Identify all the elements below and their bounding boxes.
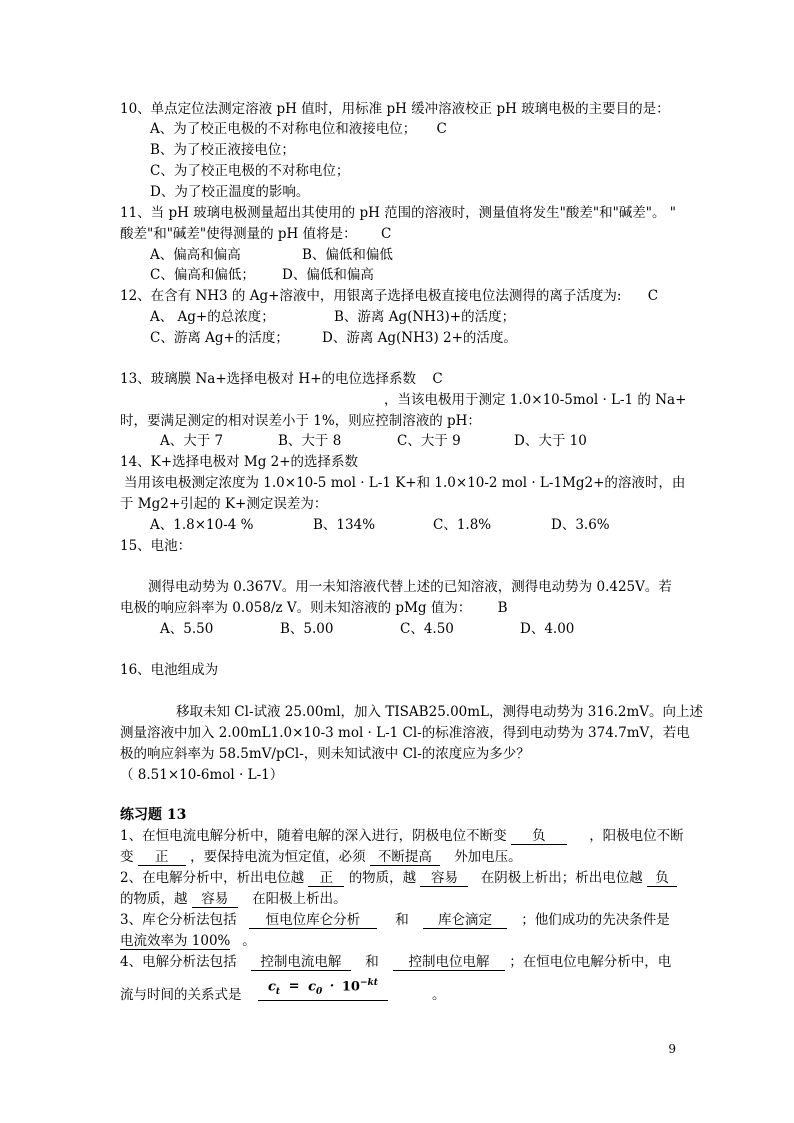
- q13-option-c: C、大于 9: [397, 433, 461, 449]
- q13-answer: C: [432, 371, 443, 387]
- q15-line1: 15、电池：: [120, 538, 192, 554]
- q11-line1: 11、当 pH 玻璃电极测量超出其使用的 pH 范围的溶液时，测量值将发生"酸差"和"碱差"。 ": [120, 205, 677, 221]
- q12-option-d: D、游离 Ag(NH3) 2+的活度。: [322, 330, 517, 346]
- ex13-s1-blank-1: 负: [511, 828, 567, 845]
- q12-stem-text: 12、在含有 NH3 的 Ag+溶液中，用银离子选择电极直接电位法测得的离子活度为:: [120, 288, 622, 304]
- ex13-s2-blank-3: 负: [647, 870, 677, 887]
- current-time-formula: [258, 976, 388, 1001]
- q13-option-a: A、大于 7: [160, 433, 224, 449]
- ex13-s2-blank-4: 容易: [192, 891, 238, 908]
- page-number: 9: [668, 1042, 676, 1056]
- q10-option-a: [150, 120, 447, 138]
- formula-sub-0: 0: [315, 986, 323, 997]
- ex13-s2-text-d: 在阴极上析出；析出电位越: [480, 870, 643, 886]
- q12-stem: [120, 287, 658, 305]
- ex13-s1-text-f: 外加电压。: [454, 849, 522, 865]
- ex13-s4-text-c: 和: [365, 954, 379, 970]
- ex13-s1-text-d: 变: [120, 849, 134, 865]
- ex13-s2-blank-2: 容易: [420, 870, 468, 887]
- q16-line3: 测量溶液中加入 2.00mL1.0×10-3 mol · L-1 Cl-的标准溶液，得到电动势为 374.7mV，若电: [120, 725, 690, 741]
- ex13-s4-text-f: 。: [432, 987, 446, 1003]
- q15-line3: [120, 599, 508, 617]
- q13-option-b: B、大于 8: [278, 433, 342, 449]
- q14-line2: 当用该电极测定浓度为 1.0×10-5 mol · L-1 K+和 1.0×10-2 mol · L-1Mg2+的溶液时，由: [124, 475, 686, 491]
- ex13-s3-text-a: 3、库仑分析法包括: [120, 912, 237, 928]
- ex13-s1-blank-2: 正: [138, 849, 186, 866]
- ex13-s3-text-e: 。: [242, 933, 256, 949]
- q12-option-a: A、 Ag+的总浓度；: [150, 309, 275, 325]
- q10-option-b: B、为了校正液接电位；: [150, 142, 295, 158]
- ex13-s2-text-c: 的物质，越: [348, 870, 417, 886]
- ex13-s3-blank-3: 电流效率为 100%: [120, 933, 231, 949]
- q11-line2: [120, 225, 391, 243]
- q14-option-d: D、3.6%: [551, 517, 610, 533]
- q15-line3-text: 电极的响应斜率为 0.058/z V。则未知溶液的 pMg 值为：: [120, 600, 472, 616]
- q16-line1: 16、电池组成为: [120, 662, 219, 678]
- q12-option-b: B、游离 Ag(NH3)+的活度；: [334, 309, 516, 325]
- q16-line2: 移取未知 Cl-试液 25.00ml，加入 TISAB25.00mL，测得电动势为 316.2mV。向上述: [176, 704, 704, 720]
- ex13-s2-text-e: 的物质，越: [120, 891, 188, 907]
- q15-answer: B: [497, 600, 508, 616]
- ex13-s4-text-d: ；在恒电位电解分析中，电: [509, 954, 672, 970]
- q12-answer: C: [647, 288, 659, 304]
- q14-line1: 14、K+选择电极对 Mg 2+的选择系数: [120, 454, 359, 470]
- ex13-s1-blank-3: 不断提高: [370, 849, 440, 866]
- formula-sub-t: t: [275, 986, 281, 997]
- ex13-s1-text-a: 1、在恒电流电解分析中，随着电解的深入进行，阴极电位不断变: [120, 828, 507, 844]
- ex13-s1-line1: [120, 827, 684, 845]
- q16-answer: （ 8.51×10-6mol · L-1）: [120, 767, 284, 783]
- ex13-s3-text-c: 和: [395, 912, 409, 928]
- q13-line1-text: 13、玻璃膜 Na+选择电极对 H+的电位选择系数: [120, 371, 417, 387]
- q15-option-d: D、4.00: [520, 621, 575, 637]
- q10-stem: 10、单点定位法测定溶液 pH 值时，用标准 pH 缓冲溶液校正 pH 玻璃电极的主要目的是：: [120, 101, 670, 117]
- ex13-s3-blank-2: 库仑滴定: [423, 912, 507, 929]
- q16-line4: 极的响应斜率为 58.5mV/pCl-，则未知试液中 Cl-的浓度应为多少？: [120, 746, 530, 762]
- ex13-s3-blank-1: 恒电位库仑分析: [249, 912, 377, 929]
- q14-option-c: C、1.8%: [433, 517, 492, 533]
- q11-option-d: D、偏低和偏高: [282, 267, 374, 283]
- formula-c: c: [268, 979, 276, 995]
- q15-option-a: A、5.50: [160, 621, 214, 637]
- ex13-s4-blank-2: 控制电位电解: [393, 954, 505, 971]
- ex13-s4-line2: 流与时间的关系式是: [120, 987, 242, 1003]
- q15-line2: 测得电动势为 0.367V。用一未知溶液代替上述的已知溶液，测得电动势为 0.425V。若: [148, 579, 672, 595]
- ex13-s2-text-f: 在阳极上析出。: [252, 891, 347, 907]
- q10-option-d: D、为了校正温度的影响。: [150, 184, 310, 200]
- ex13-s2-line2: [120, 890, 347, 908]
- q13-line3: 时，要满足测定的相对误差小于 1%，则应控制溶液的 pH：: [120, 413, 481, 429]
- ex13-s1-line2: [120, 848, 522, 866]
- formula-ten: 10: [341, 979, 360, 995]
- q10-answer: C: [436, 121, 447, 137]
- q11-option-a: A、偏高和偏高: [150, 247, 241, 263]
- formula-exponent: −kt: [359, 978, 378, 988]
- ex13-s1-text-e: ，要保持电流为恒定值，必须: [190, 849, 366, 865]
- q14-line3: 于 Mg2+引起的 K+测定误差为：: [120, 496, 328, 512]
- q13-line2: ，当该电极用于测定 1.0×10-5mol · L-1 的 Na+: [384, 392, 687, 408]
- q14-option-a: A、1.8×10-4 %: [150, 517, 254, 533]
- formula-body: [268, 978, 378, 997]
- q15-option-b: B、5.00: [280, 621, 334, 637]
- ex13-s2-text-a: 2、在电解分析中，析出电位越: [120, 870, 305, 886]
- ex13-s1-text-c: ，阳极电位不断: [589, 828, 684, 844]
- ex13-s2-blank-1: 正: [308, 870, 344, 887]
- q11-line2-text: 酸差"和"碱差"使得测量的 pH 值将是：: [120, 226, 357, 242]
- q10-option-c: C、为了校正电极的不对称电位；: [150, 163, 350, 179]
- formula-c0: c: [308, 979, 316, 995]
- q11-option-c: C、偏高和偏低；: [150, 267, 255, 283]
- q15-option-c: C、4.50: [400, 621, 454, 637]
- q14-option-b: B、134%: [313, 517, 376, 533]
- ex13-s2-line1: [120, 869, 677, 887]
- ex13-s3-text-d: ；他们成功的先决条件是: [521, 912, 670, 928]
- formula-dot: ·: [329, 979, 335, 995]
- q11-option-b: B、偏低和偏低: [302, 247, 393, 263]
- ex13-s4-blank-1: 控制电流电解: [251, 954, 351, 971]
- ex13-s3-line2: [120, 932, 256, 950]
- ex13-s4-text-a: 4、电解分析法包括: [120, 954, 237, 970]
- q13-line1: [120, 370, 443, 388]
- q12-option-c: C、游离 Ag+的活度；: [150, 330, 289, 346]
- q10-option-a-text: A、为了校正电极的不对称电位和液接电位；: [150, 121, 417, 137]
- exercise-13-title: 练习题 13: [120, 807, 187, 823]
- ex13-s4-line1: [120, 953, 671, 971]
- formula-equals: =: [288, 979, 300, 995]
- q11-answer: C: [380, 226, 392, 242]
- q13-option-d: D、大于 10: [514, 433, 587, 449]
- ex13-s3-line1: [120, 911, 670, 929]
